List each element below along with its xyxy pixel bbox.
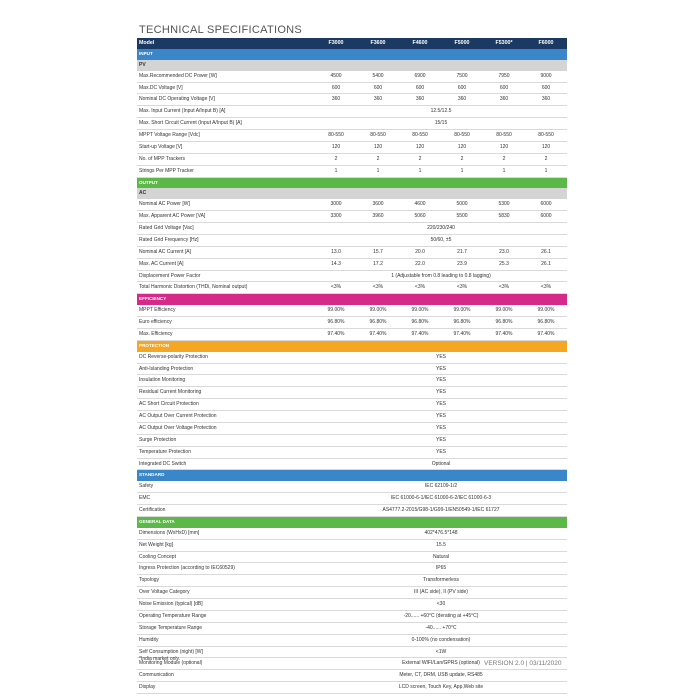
spec-label: Total Harmonic Distortion (THDi, Nominal output) bbox=[137, 282, 315, 294]
spec-value: 1 bbox=[357, 165, 399, 177]
header-cell: F4600 bbox=[399, 38, 441, 49]
spec-value: 600 bbox=[483, 82, 525, 94]
spec-value: 80-550 bbox=[525, 130, 567, 142]
spec-label: Noise Emission (typical) [dB] bbox=[137, 599, 315, 611]
header-cell: F5300* bbox=[483, 38, 525, 49]
spec-table-body bbox=[137, 49, 567, 694]
spec-value: 99.00% bbox=[399, 305, 441, 316]
table-row bbox=[137, 153, 567, 165]
table-row bbox=[137, 399, 567, 411]
spec-value: IP65 bbox=[315, 563, 567, 575]
spec-label: AC Short Circuit Protection bbox=[137, 399, 315, 411]
spec-label: Strings Per MPP Tracker bbox=[137, 165, 315, 177]
table-row bbox=[137, 387, 567, 399]
spec-value: -40...... +70°C bbox=[315, 622, 567, 634]
table-row bbox=[137, 422, 567, 434]
spec-label: Max.Recommended DC Power [W] bbox=[137, 71, 315, 82]
table-row bbox=[137, 646, 567, 658]
spec-value: <3% bbox=[315, 282, 357, 294]
spec-value: 26.1 bbox=[525, 246, 567, 258]
spec-value: 96.80% bbox=[525, 317, 567, 329]
spec-value: 2 bbox=[399, 153, 441, 165]
table-row bbox=[137, 71, 567, 82]
subsection-row bbox=[137, 60, 567, 71]
spec-value: 120 bbox=[441, 141, 483, 153]
spec-label: Cooling Concept bbox=[137, 551, 315, 563]
footnote: *India market only. bbox=[139, 656, 181, 662]
spec-value: 96.80% bbox=[399, 317, 441, 329]
spec-label: Residual Current Monitoring bbox=[137, 387, 315, 399]
spec-value: 1 bbox=[483, 165, 525, 177]
spec-label: Monitoring Module (optional) bbox=[137, 658, 315, 670]
spec-value: 6000 bbox=[525, 211, 567, 223]
spec-value: 0-100% (no condensation) bbox=[315, 634, 567, 646]
table-row bbox=[137, 575, 567, 587]
table-row bbox=[137, 165, 567, 177]
spec-label: Certification bbox=[137, 505, 315, 517]
spec-value: 360 bbox=[441, 94, 483, 106]
version-label: VERSION 2.0 | 03/11/2020 bbox=[484, 660, 562, 667]
spec-label: Storage Temperature Range bbox=[137, 622, 315, 634]
spec-value: <1W bbox=[315, 646, 567, 658]
spec-value: 22.0 bbox=[399, 258, 441, 270]
spec-label: Max. Apparent AC Power [VA] bbox=[137, 211, 315, 223]
spec-value: 2 bbox=[357, 153, 399, 165]
spec-label: Nominal AC Power [W] bbox=[137, 199, 315, 210]
spec-value: 14.3 bbox=[315, 258, 357, 270]
page-title: TECHNICAL SPECIFICATIONS bbox=[139, 24, 303, 36]
spec-value: 3600 bbox=[357, 199, 399, 210]
spec-label: Humidity bbox=[137, 634, 315, 646]
spec-value: 12.5/12.5 bbox=[315, 106, 567, 118]
table-row bbox=[137, 434, 567, 446]
subsection-row bbox=[137, 188, 567, 199]
spec-value: 220/230/240 bbox=[315, 223, 567, 235]
table-row bbox=[137, 587, 567, 599]
table-row bbox=[137, 670, 567, 682]
spec-value: 120 bbox=[315, 141, 357, 153]
spec-value: YES bbox=[315, 411, 567, 423]
spec-value: YES bbox=[315, 422, 567, 434]
spec-label: Operating Temperature Range bbox=[137, 610, 315, 622]
table-row bbox=[137, 634, 567, 646]
table-row bbox=[137, 458, 567, 470]
spec-label: Euro efficiency bbox=[137, 317, 315, 329]
table-row bbox=[137, 622, 567, 634]
spec-value: 99.00% bbox=[357, 305, 399, 316]
spec-value: 80-550 bbox=[399, 130, 441, 142]
spec-label: Anti-Islanding Protection bbox=[137, 363, 315, 375]
table-row bbox=[137, 493, 567, 505]
spec-label: Start-up Voltage [V] bbox=[137, 141, 315, 153]
table-row bbox=[137, 270, 567, 282]
spec-value: 2 bbox=[525, 153, 567, 165]
spec-value: 23.9 bbox=[441, 258, 483, 270]
spec-value: 600 bbox=[399, 82, 441, 94]
spec-label: Rated Grid Voltage [Vac] bbox=[137, 223, 315, 235]
spec-value: YES bbox=[315, 363, 567, 375]
spec-value: 6900 bbox=[399, 71, 441, 82]
table-row bbox=[137, 234, 567, 246]
table-row bbox=[137, 328, 567, 340]
spec-label: Max. Input Current (Input A/Input B) [A] bbox=[137, 106, 315, 118]
spec-value: 97.40% bbox=[483, 328, 525, 340]
spec-value: 4500 bbox=[315, 71, 357, 82]
spec-label: Dimensions (WxHxD) [mm] bbox=[137, 528, 315, 539]
table-row bbox=[137, 82, 567, 94]
spec-value: 20.0 bbox=[399, 246, 441, 258]
spec-value: 17.2 bbox=[357, 258, 399, 270]
spec-value: 5300 bbox=[483, 199, 525, 210]
table-row bbox=[137, 118, 567, 130]
table-row bbox=[137, 528, 567, 539]
spec-value: 99.00% bbox=[315, 305, 357, 316]
spec-value: 96.80% bbox=[357, 317, 399, 329]
spec-value: 600 bbox=[441, 82, 483, 94]
spec-value: 97.40% bbox=[315, 328, 357, 340]
table-row bbox=[137, 551, 567, 563]
header-cell: F3000 bbox=[315, 38, 357, 49]
section-header-row bbox=[137, 470, 567, 481]
section-title: EFFICIENCY bbox=[137, 294, 567, 305]
spec-value: External WIFI/Lan/GPRS (optional) bbox=[315, 658, 567, 670]
spec-value: <3% bbox=[483, 282, 525, 294]
spec-value: -20...... +60°C (derating at +45°C) bbox=[315, 610, 567, 622]
header-cell: F3600 bbox=[357, 38, 399, 49]
spec-value: 97.40% bbox=[357, 328, 399, 340]
spec-value: 6000 bbox=[525, 199, 567, 210]
spec-value: 360 bbox=[357, 94, 399, 106]
subsection-title: PV bbox=[137, 60, 567, 71]
spec-value: 120 bbox=[525, 141, 567, 153]
section-header-row bbox=[137, 177, 567, 188]
section-header-row bbox=[137, 49, 567, 60]
spec-value: 600 bbox=[525, 82, 567, 94]
table-header-row bbox=[137, 38, 567, 49]
spec-value: 80-550 bbox=[441, 130, 483, 142]
spec-label: No. of MPP Trackers bbox=[137, 153, 315, 165]
table-row bbox=[137, 258, 567, 270]
table-row bbox=[137, 282, 567, 294]
spec-value: 15/15 bbox=[315, 118, 567, 130]
spec-value: 21.7 bbox=[441, 246, 483, 258]
spec-label: Insulation Monitoring bbox=[137, 375, 315, 387]
section-title: STANDARD bbox=[137, 470, 567, 481]
table-row bbox=[137, 610, 567, 622]
spec-value: 1 bbox=[525, 165, 567, 177]
spec-value: 96.80% bbox=[483, 317, 525, 329]
header-cell: F6000 bbox=[525, 38, 567, 49]
section-header-row bbox=[137, 516, 567, 527]
spec-value: 3000 bbox=[315, 199, 357, 210]
spec-value: 1 bbox=[399, 165, 441, 177]
table-row bbox=[137, 106, 567, 118]
spec-value: AS4777.2-2015/G98-1/G99-1/EN50549-1/IEC 61727 bbox=[315, 505, 567, 517]
spec-value: 80-550 bbox=[483, 130, 525, 142]
table-row bbox=[137, 94, 567, 106]
spec-label: EMC bbox=[137, 493, 315, 505]
spec-value: 1 bbox=[315, 165, 357, 177]
spec-value: 99.00% bbox=[441, 305, 483, 316]
spec-value: <30 bbox=[315, 599, 567, 611]
spec-value: Natural bbox=[315, 551, 567, 563]
spec-value: 360 bbox=[483, 94, 525, 106]
spec-value: YES bbox=[315, 399, 567, 411]
spec-value: 1 (Adjustable from 0.8 leading to 0.8 lagging) bbox=[315, 270, 567, 282]
spec-value: 97.40% bbox=[525, 328, 567, 340]
table-row bbox=[137, 539, 567, 551]
table-row bbox=[137, 305, 567, 316]
spec-value: 5060 bbox=[399, 211, 441, 223]
table-row bbox=[137, 352, 567, 363]
table-row bbox=[137, 246, 567, 258]
table-row bbox=[137, 481, 567, 492]
header-cell: Model bbox=[137, 38, 315, 49]
spec-label: Over Voltage Category bbox=[137, 587, 315, 599]
table-row bbox=[137, 317, 567, 329]
spec-value: <3% bbox=[525, 282, 567, 294]
spec-label: Display bbox=[137, 682, 315, 694]
spec-value: 360 bbox=[399, 94, 441, 106]
spec-label: Max. AC Current [A] bbox=[137, 258, 315, 270]
spec-value: 2 bbox=[441, 153, 483, 165]
spec-value: 23.0 bbox=[483, 246, 525, 258]
spec-label: Rated Grid Frequency [Hz] bbox=[137, 234, 315, 246]
spec-value: 7500 bbox=[441, 71, 483, 82]
table-row bbox=[137, 223, 567, 235]
spec-label: Max. Efficiency bbox=[137, 328, 315, 340]
spec-value: 360 bbox=[315, 94, 357, 106]
section-title: OUTPUT bbox=[137, 177, 567, 188]
spec-value: IEC 62109-1/2 bbox=[315, 481, 567, 492]
spec-label: Ingress Protection (according to IEC60529) bbox=[137, 563, 315, 575]
spec-value: YES bbox=[315, 352, 567, 363]
header-cell: F5000 bbox=[441, 38, 483, 49]
table-row bbox=[137, 130, 567, 142]
spec-label: Surge Protection bbox=[137, 434, 315, 446]
spec-value: YES bbox=[315, 387, 567, 399]
spec-label: Displacement Power Factor bbox=[137, 270, 315, 282]
table-row bbox=[137, 363, 567, 375]
spec-value: 600 bbox=[357, 82, 399, 94]
spec-value: LCD screen, Touch Key, App,Web site bbox=[315, 682, 567, 694]
table-row bbox=[137, 599, 567, 611]
spec-value: YES bbox=[315, 375, 567, 387]
section-title: PROTECTION bbox=[137, 340, 567, 351]
spec-label: Nominal AC Current [A] bbox=[137, 246, 315, 258]
section-title: GENERAL DATA bbox=[137, 516, 567, 527]
spec-value: 50/60, ±5 bbox=[315, 234, 567, 246]
spec-value: 99.00% bbox=[483, 305, 525, 316]
table-row bbox=[137, 563, 567, 575]
spec-value: 3960 bbox=[357, 211, 399, 223]
spec-value: 97.40% bbox=[399, 328, 441, 340]
spec-label: DC Reverse-polarity Protection bbox=[137, 352, 315, 363]
spec-label: Topology bbox=[137, 575, 315, 587]
spec-value: 80-550 bbox=[357, 130, 399, 142]
spec-value: 96.80% bbox=[315, 317, 357, 329]
spec-value: 4600 bbox=[399, 199, 441, 210]
spec-label: MPPT Voltage Range [Vdc] bbox=[137, 130, 315, 142]
section-header-row bbox=[137, 294, 567, 305]
spec-value: 5500 bbox=[441, 211, 483, 223]
spec-label: Integrated DC Switch bbox=[137, 458, 315, 470]
spec-label: AC Output Over Current Protection bbox=[137, 411, 315, 423]
spec-label: Net Weight [kg] bbox=[137, 539, 315, 551]
spec-value: <3% bbox=[399, 282, 441, 294]
spec-label: Communication bbox=[137, 670, 315, 682]
table-row bbox=[137, 199, 567, 210]
spec-value: Optional bbox=[315, 458, 567, 470]
spec-value: 13.0 bbox=[315, 246, 357, 258]
table-row bbox=[137, 446, 567, 458]
spec-value: <3% bbox=[441, 282, 483, 294]
spec-value: 402*476.5*148 bbox=[315, 528, 567, 539]
spec-value: IEC 61000-6-1/IEC 61000-6-2/IEC 61000-6-3 bbox=[315, 493, 567, 505]
spec-value: 96.80% bbox=[441, 317, 483, 329]
spec-value: III (AC side), II (PV side) bbox=[315, 587, 567, 599]
table-row bbox=[137, 505, 567, 517]
section-header-row bbox=[137, 340, 567, 351]
spec-value: YES bbox=[315, 446, 567, 458]
spec-value: 25.3 bbox=[483, 258, 525, 270]
subsection-title: AC bbox=[137, 188, 567, 199]
spec-value: 9000 bbox=[525, 71, 567, 82]
spec-value: 7950 bbox=[483, 71, 525, 82]
spec-label: Max. Short Circuit Current (Input A/Input B) [A] bbox=[137, 118, 315, 130]
spec-label: Self Consumption (night) [W] bbox=[137, 646, 315, 658]
spec-value: 80-550 bbox=[315, 130, 357, 142]
spec-value: 5000 bbox=[441, 199, 483, 210]
spec-value: 600 bbox=[315, 82, 357, 94]
spec-value: 99.00% bbox=[525, 305, 567, 316]
spec-value: 5400 bbox=[357, 71, 399, 82]
table-row bbox=[137, 141, 567, 153]
spec-value: 15.7 bbox=[357, 246, 399, 258]
spec-label: Nominal DC Operating Voltage [V] bbox=[137, 94, 315, 106]
spec-label: Temperature Protection bbox=[137, 446, 315, 458]
spec-value: 120 bbox=[483, 141, 525, 153]
spec-value: 120 bbox=[399, 141, 441, 153]
spec-value: 2 bbox=[315, 153, 357, 165]
table-row bbox=[137, 682, 567, 694]
spec-value: 2 bbox=[483, 153, 525, 165]
spec-value: Transformerless bbox=[315, 575, 567, 587]
spec-table bbox=[137, 38, 567, 694]
spec-value: YES bbox=[315, 434, 567, 446]
spec-label: AC Output Over Voltage Protection bbox=[137, 422, 315, 434]
table-row bbox=[137, 411, 567, 423]
spec-label: MPPT Efficiency bbox=[137, 305, 315, 316]
spec-value: 5830 bbox=[483, 211, 525, 223]
spec-value: 1 bbox=[441, 165, 483, 177]
spec-label: Max.DC Voltage [V] bbox=[137, 82, 315, 94]
spec-value: 3300 bbox=[315, 211, 357, 223]
table-row bbox=[137, 375, 567, 387]
spec-value: 15.5 bbox=[315, 539, 567, 551]
spec-label: Safety bbox=[137, 481, 315, 492]
table-row bbox=[137, 211, 567, 223]
spec-value: <3% bbox=[357, 282, 399, 294]
spec-value: 26.1 bbox=[525, 258, 567, 270]
spec-value: 120 bbox=[357, 141, 399, 153]
spec-value: 97.40% bbox=[441, 328, 483, 340]
section-title: INPUT bbox=[137, 49, 567, 60]
spec-value: 360 bbox=[525, 94, 567, 106]
spec-value: Meter, CT, DRM, USB update, RS485 bbox=[315, 670, 567, 682]
